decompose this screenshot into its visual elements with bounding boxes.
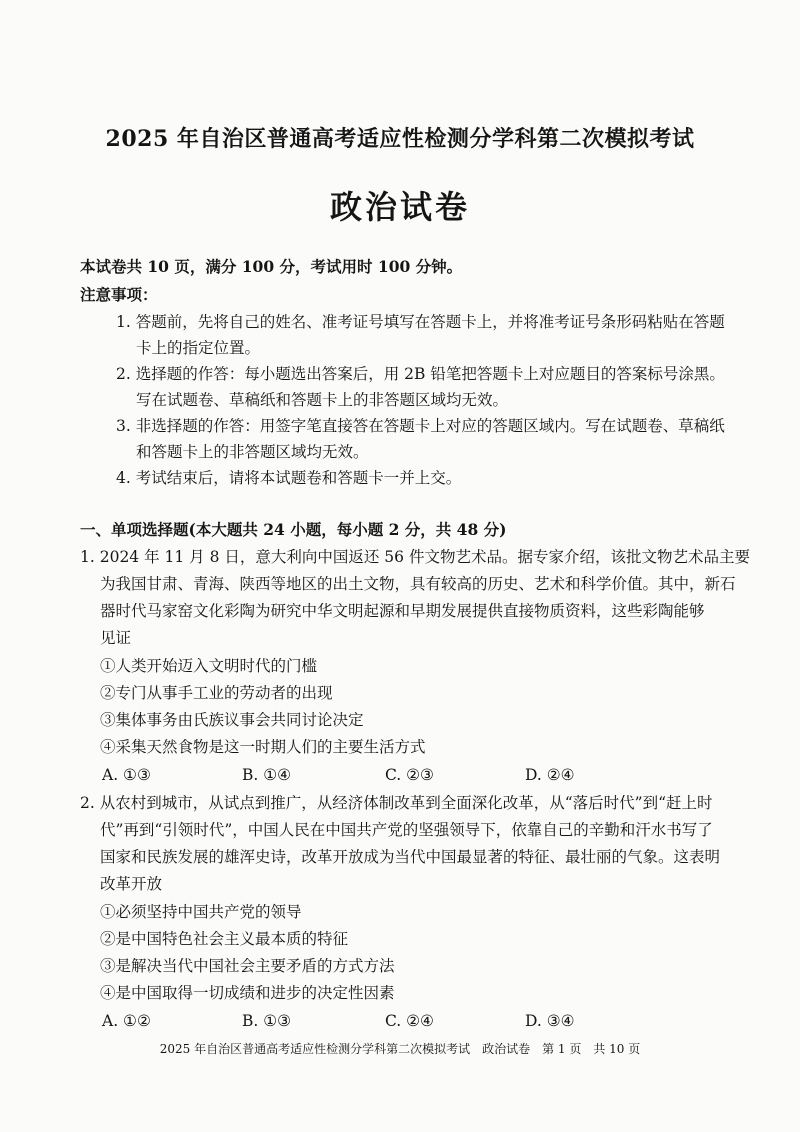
q2-option-a: A. ①② (102, 1012, 151, 1030)
q2-statement-3: ③是解决当代中国社会主要矛盾的方式方法 (100, 957, 395, 975)
page-footer: 2025 年自治区普通高考适应性检测分学科第二次模拟考试 政治试卷 第 1 页 共 10 页 (159, 1042, 641, 1056)
q2-statement-2: ②是中国特色社会主义最本质的特征 (100, 930, 349, 948)
q1-option-b: B. ①④ (242, 766, 292, 784)
q2-option-d: D. ③④ (525, 1012, 575, 1030)
notes-heading: 注意事项： (80, 285, 158, 304)
note-3-line-1: 3. 非选择题的作答：用签字笔直接答在答题卡上对应的答题区域内。写在试题卷、草稿纸 (116, 417, 725, 435)
note-4-line-1: 4. 考试结束后，请将本试题卷和答题卡一并上交。 (116, 469, 462, 487)
subject-title: 政治试卷 (329, 188, 470, 226)
q1-statement-1: ①人类开始迈入文明时代的门槛 (100, 657, 318, 675)
q1-stem-line-4: 见证 (100, 629, 132, 647)
q2-stem-line-3: 国家和民族发展的雄浑史诗，改革开放成为当代中国最显著的特征、最壮丽的气象。这表明 (100, 848, 721, 866)
q2-statement-4: ④是中国取得一切成绩和进步的决定性因素 (100, 984, 395, 1002)
note-3-line-2: 和答题卡上的非答题区域均无效。 (136, 443, 369, 461)
q1-statement-4: ④采集天然食物是这一时期人们的主要生活方式 (100, 738, 426, 756)
q1-option-a: A. ①③ (102, 766, 151, 784)
note-2-line-1: 2. 选择题的作答：每小题选出答案后，用 2B 铅笔把答题卡上对应题目的答案标号涂黑。 (116, 365, 725, 383)
note-1-line-2: 卡上的指定位置。 (136, 339, 261, 357)
q1-stem-line-2: 为我国甘肃、青海、陕西等地区的出土文物，具有较高的历史、艺术和科学价值。其中，新石 (100, 575, 736, 593)
q2-stem-line-1: 2. 从农村到城市，从试点到推广，从经济体制改革到全面深化改革，从“落后时代”到“赶上时 (80, 794, 713, 812)
q2-stem-line-2: 代”再到“引领时代”，中国人民在中国共产党的坚强领导下，依靠自己的辛勤和汗水书写了 (100, 821, 713, 839)
section-heading: 一、单项选择题(本大题共 24 小题，每小题 2 分，共 48 分) (80, 520, 507, 539)
paper-intro: 本试卷共 10 页，满分 100 分，考试用时 100 分钟。 (80, 257, 463, 276)
q1-statement-2: ②专门从事手工业的劳动者的出现 (100, 684, 333, 702)
q1-statement-3: ③集体事务由氏族议事会共同讨论决定 (100, 711, 364, 729)
q2-statement-1: ①必须坚持中国共产党的领导 (100, 903, 302, 921)
note-1-line-1: 1. 答题前，先将自己的姓名、准考证号填写在答题卡上，并将准考证号条形码粘贴在答题 (116, 313, 725, 331)
q2-option-b: B. ①③ (242, 1012, 292, 1030)
exam-title: 2025 年自治区普通高考适应性检测分学科第二次模拟考试 (105, 126, 695, 152)
q1-stem-line-1: 1. 2024 年 11 月 8 日，意大利向中国返还 56 件文物艺术品。据专家介绍，该批文物艺术品主要 (80, 548, 750, 566)
q2-option-c: C. ②④ (385, 1012, 434, 1030)
q1-stem-line-3: 器时代马家窑文化彩陶为研究中华文明起源和早期发展提供直接物质资料，这些彩陶能够 (100, 602, 705, 620)
q1-option-c: C. ②③ (385, 766, 434, 784)
note-2-line-2: 写在试题卷、草稿纸和答题卡上的非答题区域均无效。 (136, 391, 509, 409)
q1-option-d: D. ②④ (525, 766, 575, 784)
q2-stem-line-4: 改革开放 (100, 875, 163, 893)
